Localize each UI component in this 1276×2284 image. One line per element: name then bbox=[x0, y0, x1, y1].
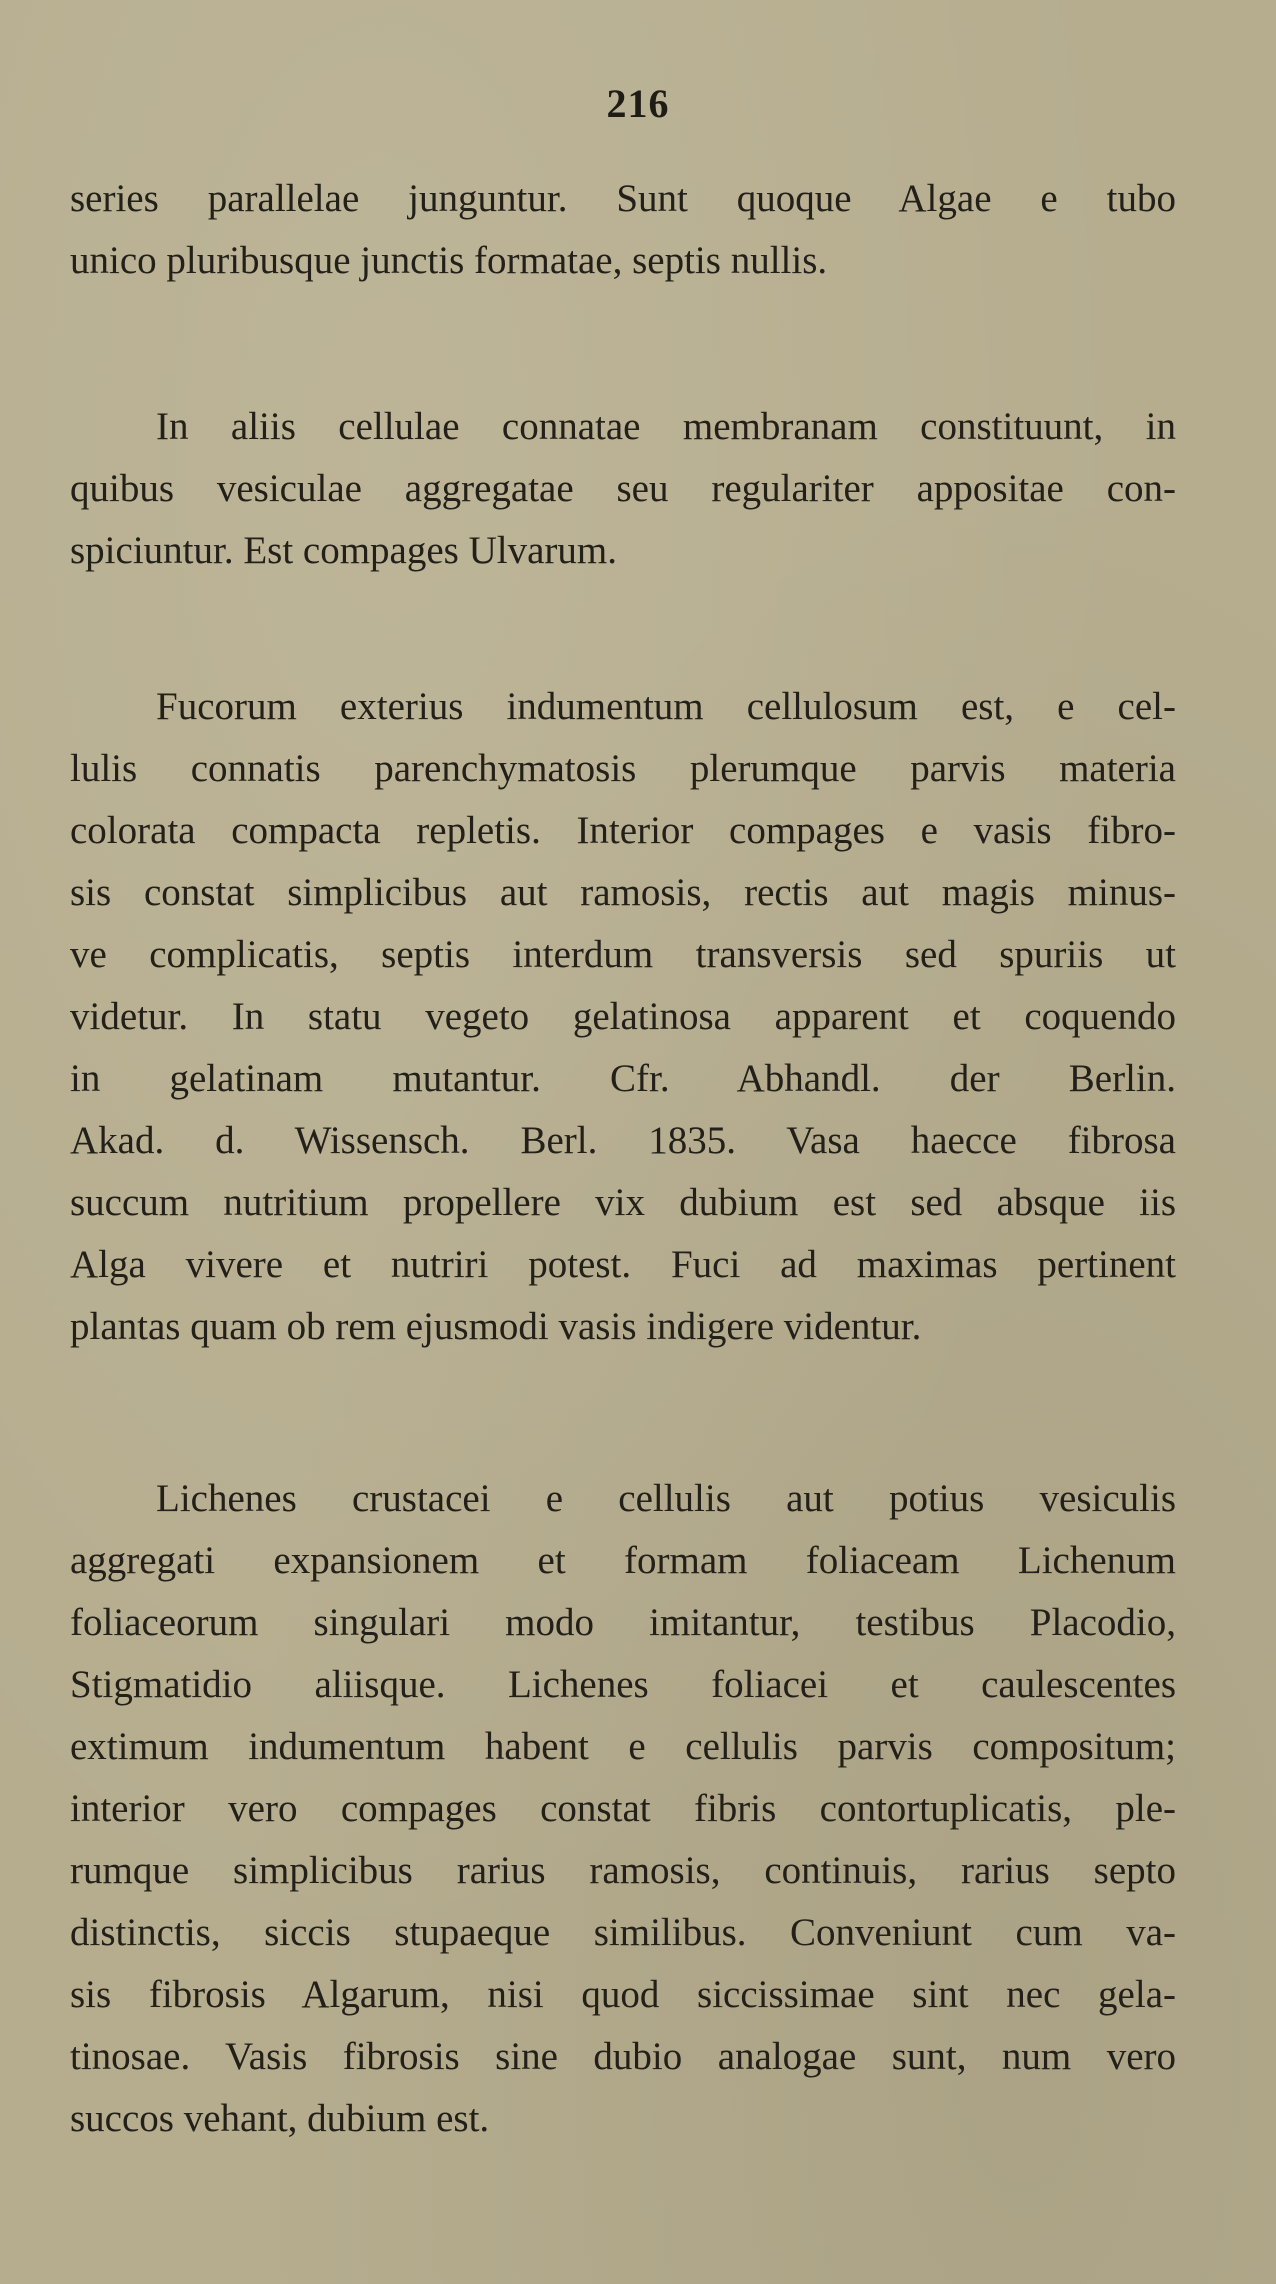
text-line: Fucorum exterius indumentum cellulosum est, e cel- bbox=[156, 685, 1176, 728]
text-line: colorata compacta repletis. Interior compages e vasis fibro- bbox=[70, 809, 1176, 852]
text-line: quibus vesiculae aggregatae seu regulariter appositae con- bbox=[70, 467, 1176, 510]
text-line: plantas quam ob rem ejusmodi vasis indigere videntur. bbox=[70, 1305, 922, 1348]
text-line: Lichenes crustacei e cellulis aut potius vesiculis bbox=[156, 1477, 1176, 1520]
paragraph-3 bbox=[70, 676, 1176, 1358]
text-line: aggregati expansionem et formam foliaceam Lichenum bbox=[70, 1539, 1176, 1582]
text-line: rumque simplicibus rarius ramosis, continuis, rarius septo bbox=[70, 1849, 1176, 1892]
text-line: series parallelae junguntur. Sunt quoque Algae e tubo bbox=[70, 177, 1176, 220]
text-line: succum nutritium propellere vix dubium est sed absque iis bbox=[70, 1181, 1176, 1224]
text-line: extimum indumentum habent e cellulis parvis compositum; bbox=[70, 1725, 1176, 1768]
text-line: sis constat simplicibus aut ramosis, rectis aut magis minus- bbox=[70, 871, 1176, 914]
paragraph-4 bbox=[70, 1468, 1176, 2150]
text-line: in gelatinam mutantur. Cfr. Abhandl. der Berlin. bbox=[70, 1057, 1176, 1100]
text-line: Alga vivere et nutriri potest. Fuci ad maximas pertinent bbox=[70, 1243, 1176, 1286]
text-line: succos vehant, dubium est. bbox=[70, 2097, 490, 2140]
text-line: interior vero compages constat fibris contortuplicatis, ple- bbox=[70, 1787, 1176, 1830]
text-line: distinctis, siccis stupaeque similibus. Conveniunt cum va- bbox=[70, 1911, 1176, 1954]
text-line: unico pluribusque junctis formatae, septis nullis. bbox=[70, 239, 828, 282]
text-line: Akad. d. Wissensch. Berl. 1835. Vasa haecce fibrosa bbox=[70, 1119, 1176, 1162]
paragraph-2 bbox=[70, 396, 1176, 582]
text-line: ve complicatis, septis interdum transversis sed spuriis ut bbox=[70, 933, 1176, 976]
paragraph-1 bbox=[70, 168, 1176, 292]
text-line: In aliis cellulae connatae membranam constituunt, in bbox=[156, 405, 1176, 448]
text-line: videtur. In statu vegeto gelatinosa apparent et coquendo bbox=[70, 995, 1176, 1038]
text-line: sis fibrosis Algarum, nisi quod siccissimae sint nec gela- bbox=[70, 1973, 1176, 2016]
page-number: 216 bbox=[606, 81, 670, 126]
text-line: tinosae. Vasis fibrosis sine dubio analogae sunt, num vero bbox=[70, 2035, 1176, 2078]
text-line: foliaceorum singulari modo imitantur, testibus Placodio, bbox=[70, 1601, 1176, 1644]
text-line: lulis connatis parenchymatosis plerumque parvis materia bbox=[70, 747, 1176, 790]
text-line: spiciuntur. Est compages Ulvarum. bbox=[70, 529, 617, 572]
text-line: Stigmatidio aliisque. Lichenes foliacei et caulescentes bbox=[70, 1663, 1176, 1706]
